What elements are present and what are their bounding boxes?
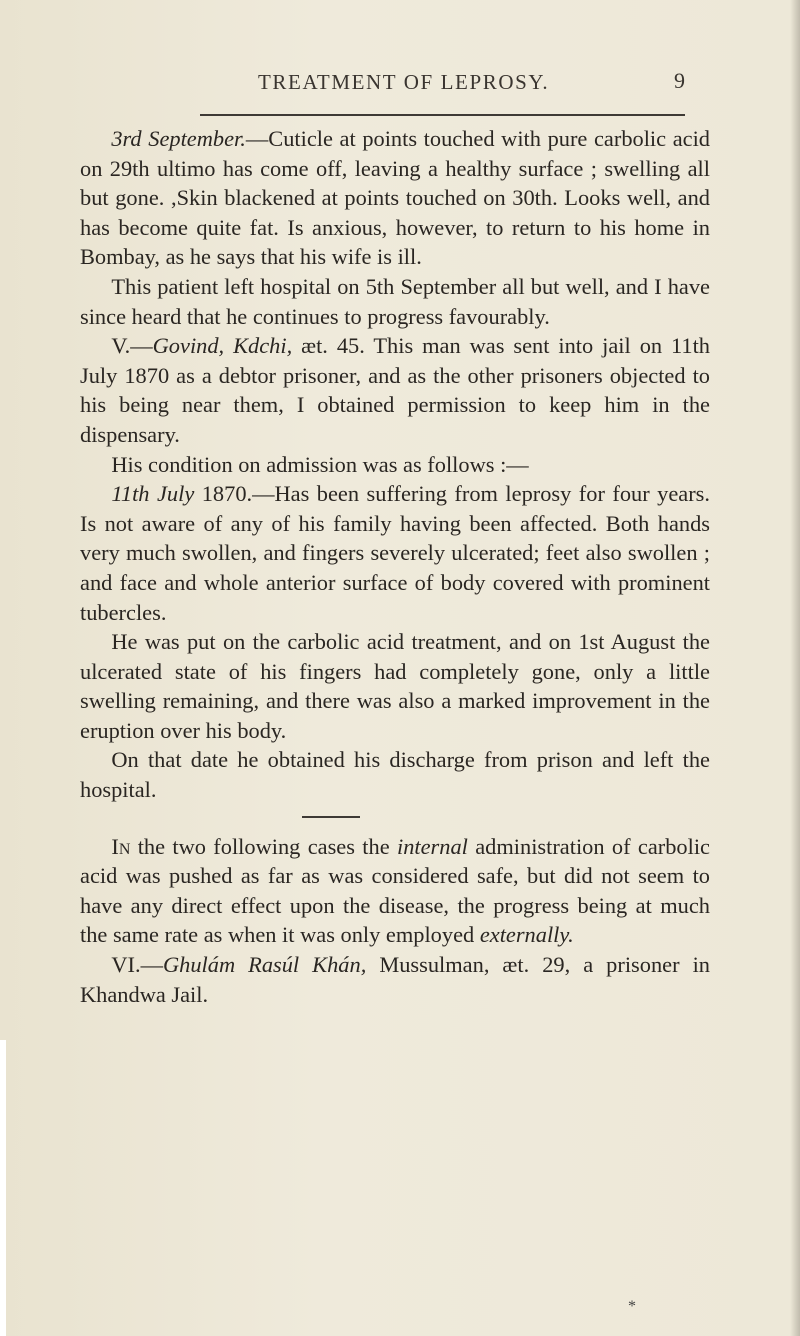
paragraph-text: Mussulman, æt. 29, a prisoner in Khandwa Jail. [80, 952, 710, 1007]
patient-name: Ghulám Rasúl Khán, [162, 952, 367, 978]
case-numeral: VI.— [111, 952, 163, 978]
page-number: 9 [674, 68, 685, 93]
paragraph-6 [80, 627, 710, 745]
paragraph-5 [80, 479, 710, 627]
lead-word: In [111, 833, 131, 859]
body-text [80, 124, 710, 1009]
section-rule [302, 816, 360, 818]
emphasis: externally. [479, 922, 574, 948]
header-rule [200, 114, 685, 116]
paragraph-4 [80, 450, 710, 480]
page-left-edge [0, 1040, 6, 1336]
paragraph-1 [80, 124, 710, 272]
paragraph-9 [80, 950, 710, 1009]
case-numeral: V.— [111, 333, 153, 359]
emphasis: internal [396, 833, 468, 859]
page-edge-shadow [790, 0, 800, 1336]
paragraph-text: æt. 45. This man was sent into jail on 11th July 1870 as a debtor prisoner, and as the other prisoners objected to his being near them, I obtained permission to keep him in the dispensary. [80, 333, 710, 447]
paragraph-text: administration of carbolic acid was pushed as far as was considered safe, but did not seem to have any direct effect upon the disease, the progress being at much the same rate as when it was only employed [80, 833, 710, 948]
paragraph-text: 1870.—Has been suffering from leprosy for four years. Is not aware of any of his family having been affected. Both hands very much swollen, and fingers severely ulcerated; feet also swollen ; and face and whole anterior surface of body covered with prominent tubercles. [80, 481, 710, 625]
paragraph-text: —Cuticle at points touched with pure carbolic acid on 29th ultimo has come off, leaving a healthy surface ; swelling all but gone. ,Skin blackened at points touched on 30th. Looks well, and has become quite fat. Is anxious, however, to return to his home in Bombay, as he says that his wife is ill. [80, 126, 710, 270]
paragraph-text: He was put on the carbolic acid treatment, and on 1st August the ulcerated state of his fingers had completely gone, only a little swelling remaining, and there was also a marked improvement in the eruption over his body. [80, 629, 710, 743]
patient-name: Govind, Kdchi, [152, 333, 293, 359]
paragraph-text: His condition on admission was as follows :— [111, 451, 529, 477]
running-header: TREATMENT OF LEPROSY. [258, 70, 550, 94]
paragraph-8 [80, 832, 710, 950]
paragraph-text: This patient left hospital on 5th September all but well, and I have since heard that he continues to progress favourably. [80, 273, 710, 329]
paragraph-3 [80, 331, 710, 449]
entry-date: 3rd September. [111, 126, 246, 151]
paragraph-2 [80, 272, 710, 331]
footer-mark: * [628, 1298, 636, 1315]
entry-date: 11th July [111, 481, 195, 507]
paragraph-text: On that date he obtained his discharge from prison and left the hospital. [80, 747, 710, 803]
paragraph-text: the two following cases the [130, 833, 397, 859]
paragraph-7 [80, 745, 710, 804]
